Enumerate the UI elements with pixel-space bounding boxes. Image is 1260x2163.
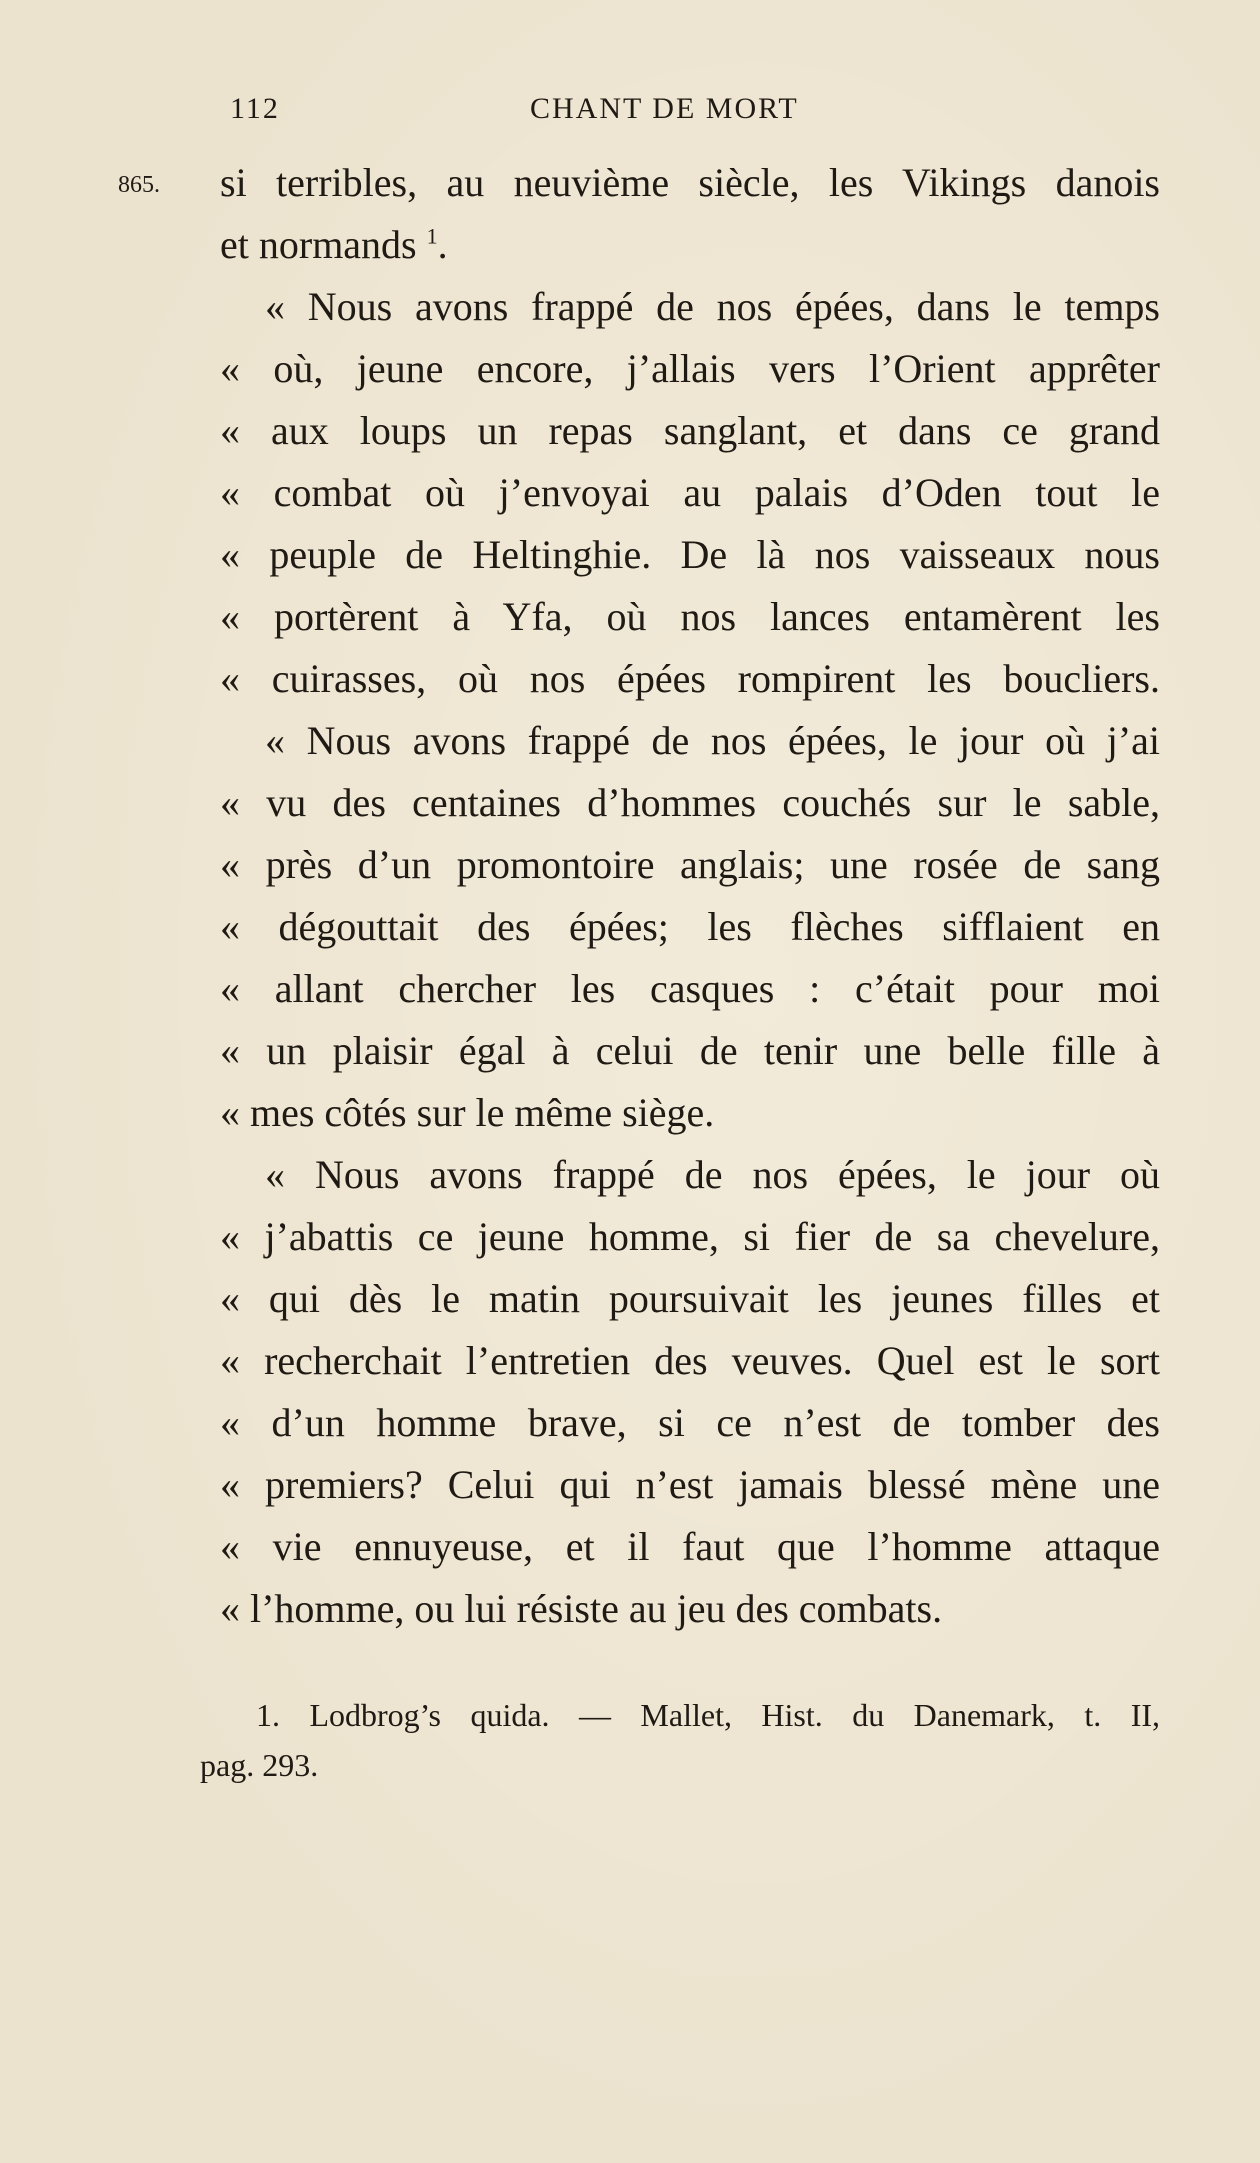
text-line: « dégouttait des épées; les flèches sifflaient en <box>220 904 1160 949</box>
text-line: « qui dès le matin poursuivait les jeunes filles et <box>220 1276 1160 1321</box>
text-line: « combat où j’envoyai au palais d’Oden tout le <box>220 470 1160 515</box>
text-line: « l’homme, ou lui résiste au jeu des combats. <box>220 1586 943 1631</box>
text-line: « un plaisir égal à celui de tenir une belle fille à <box>220 1028 1160 1073</box>
body-text <box>220 152 1160 1640</box>
text-line: « peuple de Heltinghie. De là nos vaisseaux nous <box>220 532 1160 577</box>
footnote <box>200 1690 1160 1790</box>
page-number: 112 <box>230 92 280 125</box>
text-line: « allant chercher les casques : c’était pour moi <box>220 966 1160 1011</box>
running-title: CHANT DE MORT <box>530 92 799 125</box>
margin-line-number: 865. <box>118 172 160 198</box>
text-line: « vu des centaines d’hommes couchés sur le sable, <box>220 780 1160 825</box>
text-line: « Nous avons frappé de nos épées, le jour où <box>265 1152 1160 1197</box>
text-line: « portèrent à Yfa, où nos lances entamèrent les <box>220 594 1160 639</box>
text-line: « d’un homme brave, si ce n’est de tomber des <box>220 1400 1160 1445</box>
text-line: « recherchait l’entretien des veuves. Quel est le sort <box>220 1338 1160 1383</box>
text-line: « Nous avons frappé de nos épées, le jour où j’ai <box>265 718 1160 763</box>
text-line: « vie ennuyeuse, et il faut que l’homme attaque <box>220 1524 1160 1569</box>
text-line: si terribles, au neuvième siècle, les Vikings danois <box>220 160 1160 205</box>
text-line: « où, jeune encore, j’allais vers l’Orient apprêter <box>220 346 1160 391</box>
text-line-content: et normands <box>220 222 417 267</box>
text-line: et normands $^1$. <box>220 222 448 267</box>
text-line: « Nous avons frappé de nos épées, dans le temps <box>265 284 1160 329</box>
text-line: « près d’un promontoire anglais; une rosée de sang <box>220 842 1160 887</box>
text-line: « premiers? Celui qui n’est jamais blessé mène une <box>220 1462 1160 1507</box>
text-line: « aux loups un repas sanglant, et dans ce grand <box>220 408 1160 453</box>
text-line: « mes côtés sur le même siège. <box>220 1090 715 1135</box>
page-header <box>230 92 1030 132</box>
text-line: « j’abattis ce jeune homme, si fier de sa chevelure, <box>220 1214 1160 1259</box>
footnote-line: 1. Lodbrog’s quida. — Mallet, Hist. du Danemark, t. II, <box>256 1697 1160 1733</box>
text-line: « cuirasses, où nos épées rompirent les boucliers. <box>220 656 1160 701</box>
footnote-reference: 1 <box>426 223 438 249</box>
footnote-line: pag. 293. <box>200 1747 319 1783</box>
